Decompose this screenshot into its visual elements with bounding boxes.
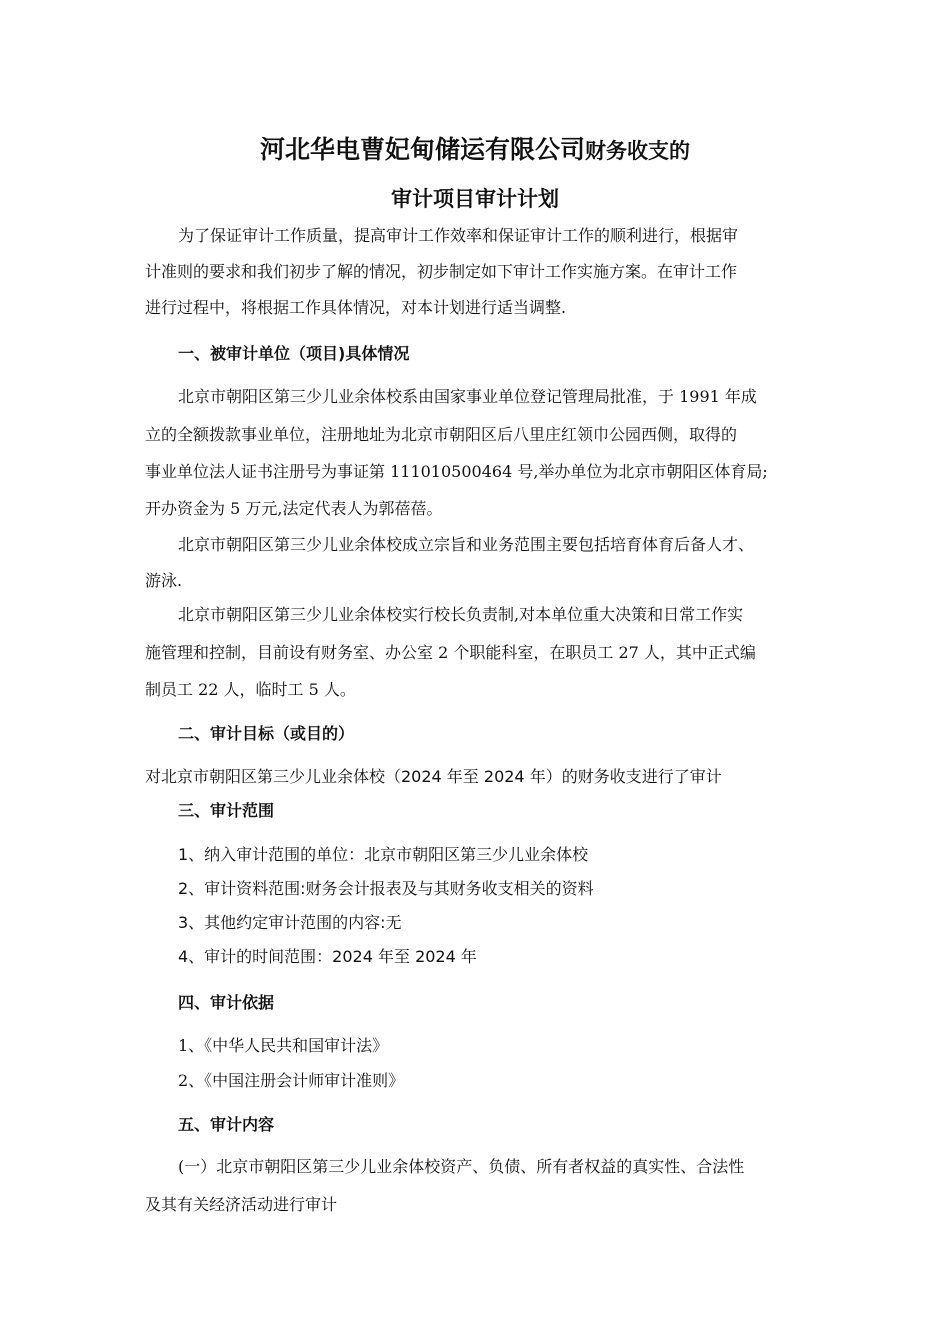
section5-para1-line1: (一）北京市朝阳区第三少儿业余体校资产、负债、所有者权益的真实性、合法性 (178, 1157, 745, 1176)
section4-item-2: 2、《中国注册会计师审计准则》 (178, 1071, 405, 1090)
document-title-line2: 审计项目审计计划 (391, 187, 559, 211)
intro-line-3: 进行过程中，将根据工作具体情况，对本计划进行适当调整. (145, 298, 567, 317)
section1-para3-line2: 施管理和控制，目前设有财务室、办公室 2 个职能科室，在职员工 27 人，其中正式编 (145, 643, 756, 662)
section1-heading: 一、被审计单位（项目)具体情况 (178, 344, 410, 363)
section2-heading: 二、审计目标（或目的） (178, 724, 355, 743)
section1-para1-line4: 开办资金为 5 万元,法定代表人为郭蓓蓓。 (145, 499, 443, 518)
document-title-line1 (0, 133, 950, 168)
section3-item-1: 1、纳入审计范围的单位：北京市朝阳区第三少儿业余体校 (178, 845, 589, 864)
section1-para2-line2: 游泳. (145, 571, 183, 590)
section1-para3-line3: 制员工 22 人，临时工 5 人。 (145, 680, 356, 699)
section3-item-4: 4、审计的时间范围：2024 年至 2024 年 (178, 947, 477, 966)
section3-heading: 三、审计范围 (178, 801, 275, 820)
title-company-name: 河北华电曹妃甸储运有限公司 (259, 135, 585, 164)
section1-para2-line1: 北京市朝阳区第三少儿业余体校成立宗旨和业务范围主要包括培育体育后备人才、 (178, 535, 755, 554)
section5-heading: 五、审计内容 (178, 1115, 275, 1134)
section4-item-1: 1、《中华人民共和国审计法》 (178, 1036, 389, 1055)
title-suffix: 财务收支的 (585, 139, 690, 163)
section1-para1-line3: 事业单位法人证书注册号为事证第 111010500464 号,举办单位为北京市朝阳区体育局; (145, 462, 768, 481)
section1-para1-line1: 北京市朝阳区第三少儿业余体校系由国家事业单位登记管理局批准，于 1991 年成 (178, 387, 757, 406)
section5-para1-line2: 及其有关经济活动进行审计 (145, 1195, 338, 1214)
section3-item-2: 2、审计资料范围:财务会计报表及与其财务收支相关的资料 (178, 879, 594, 898)
section1-para3-line1: 北京市朝阳区第三少儿业余体校实行校长负责制,对本单位重大决策和日常工作实 (178, 605, 744, 624)
section4-heading: 四、审计依据 (178, 993, 275, 1012)
section2-text: 对北京市朝阳区第三少儿业余体校（2024 年至 2024 年）的财务收支进行了审计 (145, 767, 722, 786)
intro-line-2: 计准则的要求和我们初步了解的情况，初步制定如下审计工作实施方案。在审计工作 (145, 262, 738, 281)
section3-item-3: 3、其他约定审计范围的内容:无 (178, 913, 402, 932)
intro-line-1: 为了保证审计工作质量，提高审计工作效率和保证审计工作的顺利进行，根据审 (178, 226, 739, 245)
section1-para1-line2: 立的全额拨款事业单位，注册地址为北京市朝阳区后八里庄红领巾公园西侧，取得的 (145, 425, 738, 444)
